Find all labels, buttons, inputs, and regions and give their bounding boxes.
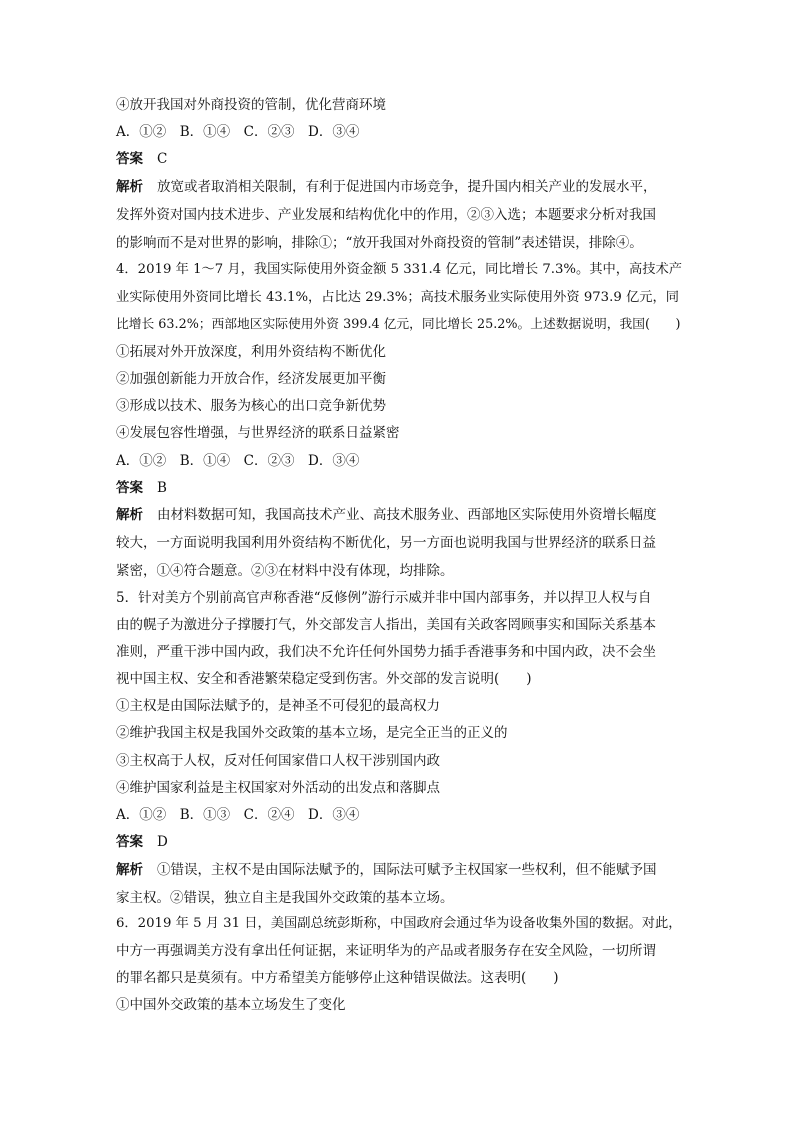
choices-line (116, 122, 686, 142)
line-text: ④发展包容性增强，与世界经济的联系日益紧密 (116, 425, 400, 441)
question-line (116, 260, 686, 280)
choices-line (116, 451, 686, 471)
line-text: A．①② B．①④ C．②③ D．③④ (116, 124, 360, 140)
line-text: 家主权。②错误，独立自主是我国外交政策的基本立场。 (116, 890, 454, 906)
line-text: ④维护国家利益是主权国家对外活动的出发点和落脚点 (116, 780, 440, 796)
answer-line (116, 832, 686, 852)
text-line (116, 205, 686, 225)
question-line (116, 642, 686, 662)
line-text: 的罪名都只是莫须有。中方希望美方能够停止这种错误做法。这表明( ) (116, 970, 559, 986)
text-line (116, 561, 686, 581)
question-line (116, 588, 686, 608)
answer-line (116, 478, 686, 498)
line-text: ③形成以技术、服务为核心的出口竞争新优势 (116, 398, 386, 414)
line-text: A．①② B．①④ C．②③ D．③④ (116, 453, 360, 469)
analysis-line (116, 505, 686, 525)
question-line (116, 615, 686, 635)
analysis-label: 解析 (116, 862, 143, 878)
question-line (116, 288, 686, 308)
line-text: 的影响而不是对世界的影响，排除①；“放开我国对外商投资的管制”表述错误，排除④。 (116, 235, 643, 251)
text-line (116, 888, 686, 908)
option-line (116, 696, 686, 716)
analysis-label: 解析 (116, 179, 143, 195)
line-text: 较大，一方面说明我国利用外资结构不断优化，另一方面也说明我国与世界经济的联系日益 (116, 535, 656, 551)
line-text: ②加强创新能力开放合作，经济发展更加平衡 (116, 371, 386, 387)
line-text: 视中国主权、安全和香港繁荣稳定受到伤害。外交部的发言说明( ) (116, 671, 532, 687)
answer-label: 答案 (116, 834, 143, 850)
line-text: 发挥外资对国内技术进步、产业发展和结构优化中的作用，②③入选；本题要求分析对我国 (116, 207, 656, 223)
line-text: ①中国外交政策的基本立场发生了变化 (116, 997, 346, 1013)
option-line (116, 423, 686, 443)
answer-value: D (157, 834, 168, 850)
question-line (116, 914, 686, 934)
line-text: 6．2019 年 5 月 31 日，美国副总统彭斯称，中国政府会通过华为设备收集外国的数据。对此， (116, 916, 682, 931)
option-line (116, 369, 686, 389)
option-line (116, 396, 686, 416)
analysis-label: 解析 (116, 507, 143, 523)
answer-label: 答案 (116, 480, 143, 496)
line-text: 中方一再强调美方没有拿出任何证据，来证明华为的产品或者服务存在安全风险，一切所谓 (116, 943, 656, 959)
line-text: 5．针对美方个别前高官声称香港“反修例”游行示威并非中国内部事务，并以捍卫人权与自 (116, 590, 652, 606)
line-text: 放宽或者取消相关限制，有利于促进国内市场竞争，提升国内相关产业的发展水平， (157, 179, 657, 195)
answer-label: 答案 (116, 151, 143, 167)
question-line (116, 968, 686, 988)
line-text: 准则，严重干涉中国内政，我们决不允许任何外国势力插手香港事务和中国内政，决不会坐 (116, 644, 656, 660)
analysis-line (116, 177, 686, 197)
line-text: ③主权高于人权，反对任何国家借口人权干涉别国内政 (116, 753, 440, 769)
question-line (116, 669, 686, 689)
option-line (116, 751, 686, 771)
question-line (116, 941, 686, 961)
line-text: 紧密，①④符合题意。②③在材料中没有体现，均排除。 (116, 563, 454, 579)
option-line (116, 342, 686, 362)
answer-value: B (157, 480, 167, 496)
question-line (116, 315, 686, 335)
choices-line (116, 805, 686, 825)
line-text: ①拓展对外开放深度，利用外资结构不断优化 (116, 344, 386, 360)
line-text: 业实际使用外资同比增长 43.1%，占比达 29.3%；高技术服务业实际使用外资 973.9 亿元，同 (116, 290, 679, 305)
line-text: ①错误，主权不是由国际法赋予的，国际法可赋予主权国家一些权利，但不能赋予国 (157, 862, 657, 878)
line-text: ①主权是由国际法赋予的，是神圣不可侵犯的最高权力 (116, 698, 440, 714)
text-line (116, 233, 686, 253)
answer-line (116, 149, 686, 169)
line-text: 由材料数据可知，我国高技术产业、高技术服务业、西部地区实际使用外资增长幅度 (157, 507, 657, 523)
answer-value: C (157, 151, 168, 167)
line-text: 比增长 63.2%；西部地区实际使用外资 399.4 亿元，同比增长 25.2%。上述数据说明，我国( ) (116, 317, 681, 332)
text-line (116, 95, 686, 115)
line-text: 由的幌子为激进分子撑腰打气，外交部发言人指出，美国有关政客罔顾事实和国际关系基本 (116, 617, 656, 633)
line-text: A．①② B．①③ C．②④ D．③④ (116, 807, 360, 823)
line-text: 4．2019 年 1～7 月，我国实际使用外资金额 5 331.4 亿元，同比增长 7.3%。其中，高技术产 (116, 262, 683, 277)
option-line (116, 995, 686, 1015)
line-text: ②维护我国主权是我国外交政策的基本立场，是完全正当的正义的 (116, 725, 508, 741)
text-line (116, 533, 686, 553)
option-line (116, 778, 686, 798)
line-text: ④放开我国对外商投资的管制，优化营商环境 (116, 97, 386, 113)
analysis-line (116, 860, 686, 880)
option-line (116, 723, 686, 743)
